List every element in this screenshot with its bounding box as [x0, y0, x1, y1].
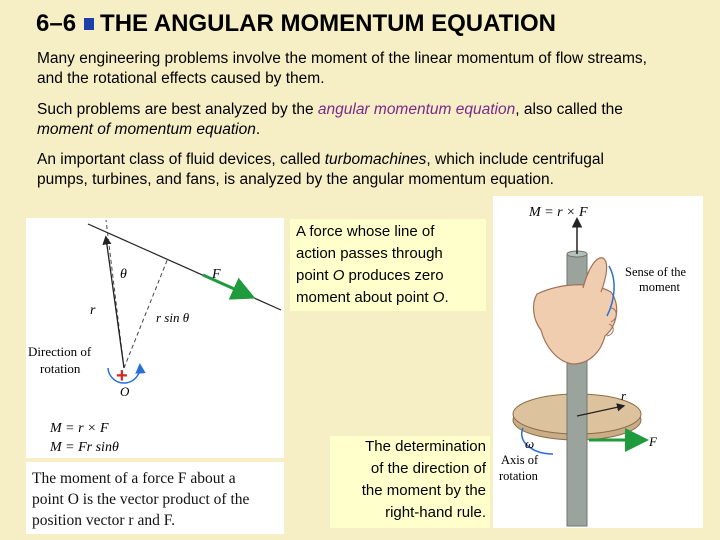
note1-point-o-2: O [432, 289, 445, 306]
p3-text-b: , which include centrifugal pumps, turbines, and fans, is analyzed by the angular momentum equation. [37, 151, 604, 188]
caption-line-2: point O is the vector product of the [32, 491, 250, 508]
section-title: THE ANGULAR MOMENTUM EQUATION [100, 10, 557, 37]
p2-text-a: Such problems are best analyzed by the [37, 101, 318, 118]
slide-title [36, 10, 716, 38]
paragraph-3 [37, 150, 637, 190]
note1-text-3: moment about point [296, 289, 433, 306]
right-hand-rule-note [330, 436, 490, 528]
p2-text-c: . [255, 121, 261, 138]
axis-label-1: Axis of [501, 453, 539, 467]
p3-italic: turbomachines [324, 151, 427, 168]
note1-point-o: O [332, 267, 345, 284]
zero-moment-note [290, 219, 486, 311]
plus-sign: + [116, 365, 128, 387]
figure-caption [26, 462, 284, 534]
note1-text: point [296, 267, 333, 284]
equation-scalar: M = Fr sinθ [50, 440, 119, 455]
force-label: F [212, 267, 221, 282]
bullet-square-icon [84, 18, 94, 30]
note2-line-2: of the direction of [370, 460, 486, 477]
equation-vector: M = r × F [50, 421, 109, 436]
line-of-action [88, 224, 281, 310]
p2-highlight: angular momentum equation [317, 101, 516, 118]
p2-text-b: , also called the [515, 101, 623, 118]
omega-label: ω [525, 436, 535, 451]
note1-line-4 [296, 287, 480, 309]
origin-label: O [120, 384, 130, 399]
note2-line-3: the moment by the [361, 482, 486, 499]
note1-line-2: action passes through [296, 245, 443, 262]
force-arrow [203, 275, 250, 296]
paragraph-1: Many engineering problems involve the moment of the linear momentum of flow streams, and the rotational effects caused by them. [37, 50, 647, 87]
note1-line-3 [296, 265, 480, 287]
note2-line-1: The determination [365, 438, 486, 455]
note1-text-2: produces zero [344, 267, 444, 284]
sense-label-1: Sense of the [625, 265, 687, 279]
note1-text-4: . [444, 289, 449, 306]
equation-top: M = r × F [529, 205, 588, 220]
r-vector-label: r [621, 388, 627, 403]
right-hand-diagram [493, 196, 703, 528]
sense-label-2: moment [639, 280, 680, 294]
r-sin-label: r sin θ [156, 310, 190, 325]
caption-line-3: position vector r and F. [32, 512, 175, 529]
theta-label: θ [120, 267, 127, 282]
direction-label-2: rotation [40, 361, 81, 376]
moment-of-force-figure [26, 218, 284, 458]
direction-label-1: Direction of [28, 344, 92, 359]
right-hand-rule-figure [493, 196, 703, 528]
p2-italic: moment of momentum equation [37, 121, 256, 138]
note2-line-4: right-hand rule. [385, 504, 486, 521]
caption-line-1: The moment of a force F about a [32, 470, 236, 487]
axis-label-2: rotation [499, 469, 538, 483]
section-number: 6–6 [36, 10, 77, 37]
p3-text-a: An important class of fluid devices, called [37, 151, 325, 168]
position-vector [106, 238, 124, 368]
tangent-force-label: F [649, 434, 657, 449]
right-hand [534, 285, 617, 364]
note1-line-1: A force whose line of [296, 223, 435, 240]
position-label: r [90, 303, 96, 318]
moment-diagram [26, 218, 284, 458]
paragraph-2 [37, 100, 677, 140]
